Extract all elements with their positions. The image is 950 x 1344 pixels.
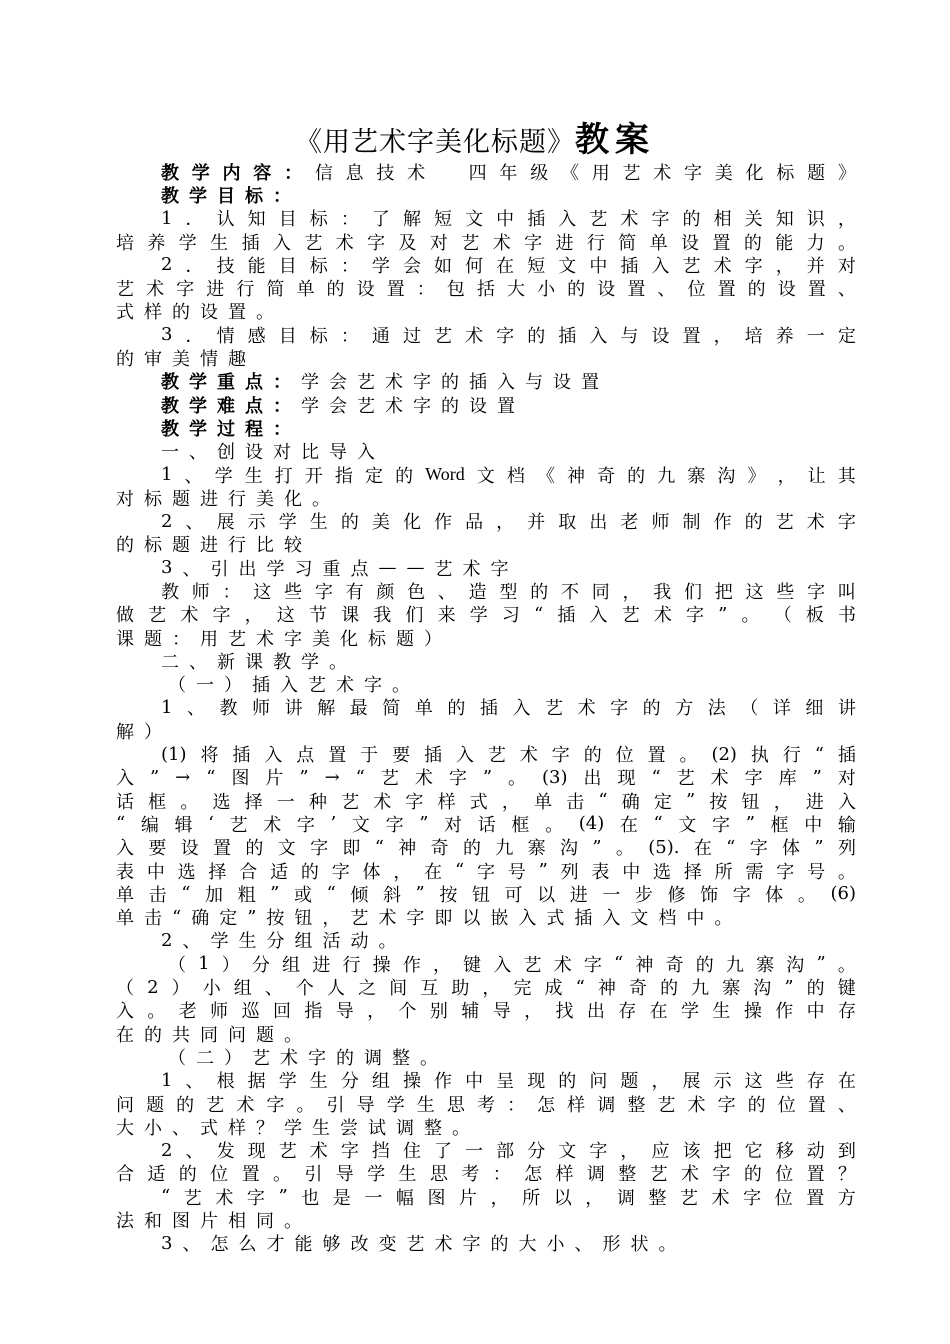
- document-line: 入 。 老 师 巡 回 指 导 ， 个 别 辅 导 ， 找 出 存 在 学 生 操 作 中 存: [116, 1001, 856, 1023]
- document-line: 对 标 题 进 行 美 化 。: [116, 488, 330, 510]
- document-line: 问 题 的 艺 术 字 。 引 导 学 生 思 考 ： 怎 样 调 整 艺 术 字 的 位 置 、: [116, 1094, 856, 1116]
- document-line: 教 学 目 标 ：: [161, 185, 291, 207]
- document-title: [0, 112, 950, 161]
- document-line: 教 学 内 容 ： 信 息 技 术 四 年 级 《 用 艺 术 字 美 化 标 题 》: [161, 162, 856, 184]
- document-line: 单 击 “ 确 定 ” 按 钮 ， 艺 术 字 即 以 嵌 入 式 插 入 文 档 中 。: [116, 906, 733, 930]
- title-suffix: 教案: [575, 120, 655, 160]
- document-line: 合 适 的 位 置 。 引 导 学 生 思 考 ： 怎 样 调 整 艺 术 字 的 位 置 ？: [116, 1164, 856, 1186]
- document-line: 3 、 怎 么 才 能 够 改 变 艺 术 字 的 大 小 、 形 状 。: [161, 1232, 677, 1256]
- document-line: （ 2 ） 小 组 、 个 人 之 间 互 助 ， 完 成 “ 神 奇 的 九 寨 沟 ” 的 键: [116, 976, 856, 1000]
- document-line: 教 学 重 点 ： 学 会 艺 术 字 的 插 入 与 设 置: [161, 372, 599, 394]
- document-line: 培 养 学 生 插 入 艺 术 字 及 对 艺 术 字 进 行 简 单 设 置 的 能 力 。: [116, 232, 856, 254]
- document-line: 1 、 教 师 讲 解 最 简 单 的 插 入 艺 术 字 的 方 法 （ 详 细 讲: [161, 696, 856, 720]
- document-line: （ 二 ） 艺 术 字 的 调 整 。: [168, 1047, 438, 1069]
- document-line: “ 艺 术 字 ” 也 是 一 幅 图 片 ， 所 以 ， 调 整 艺 术 字 位 置 方: [161, 1186, 856, 1209]
- document-line: 教 学 难 点 ： 学 会 艺 术 字 的 设 置: [161, 395, 515, 417]
- document-line: 解 ）: [116, 721, 162, 743]
- document-line: 的 标 题 进 行 比 较: [116, 535, 302, 557]
- document-line: 表 中 选 择 合 适 的 字 体 ， 在 “ 字 号 ” 列 表 中 选 择 所 需 字 号 。: [116, 860, 856, 883]
- document-line: 二 、 新 课 教 学 。: [161, 651, 347, 673]
- document-line: 2 ． 技 能 目 标 ： 学 会 如 何 在 短 文 中 插 入 艺 术 字 ， 并 对: [161, 254, 856, 277]
- document-line: 入 ” → “ 图 片 ” → “ 艺 术 字 ” 。 (3) 出 现 “ 艺 术 字 库 ” 对: [116, 766, 856, 790]
- document-line: 1 、 学 生 打 开 指 定 的 Word 文 档 《 神 奇 的 九 寨 沟 》 ， 让 其: [161, 464, 856, 487]
- document-line: (1) 将 插 入 点 置 于 要 插 入 艺 术 字 的 位 置 。 (2) 执 行 “ 插: [161, 743, 856, 767]
- document-line: 1 、 根 据 学 生 分 组 操 作 中 呈 现 的 问 题 ， 展 示 这 些 存 在: [161, 1069, 856, 1093]
- document-line: 教 学 过 程 ：: [161, 418, 291, 440]
- document-body: [116, 160, 856, 1255]
- document-line: 教 师 ： 这 些 字 有 颜 色 、 造 型 的 不 同 ， 我 们 把 这 些 字 叫: [161, 582, 856, 603]
- document-line: 3 、 引 出 学 习 重 点 — — 艺 术 字: [161, 557, 509, 580]
- document-line: 入 要 设 置 的 文 字 即 “ 神 奇 的 九 寨 沟 ” 。 (5). 在 “ 字 体 ” 列: [116, 836, 856, 860]
- document-line: “ 编 辑 ‘ 艺 术 字 ’ 文 字 ” 对 话 框 。 (4) 在 “ 文 字 ” 框 中 输: [116, 813, 856, 836]
- document-line: 3 ． 情 感 目 标 ： 通 过 艺 术 字 的 插 入 与 设 置 ， 培 养 一 定: [161, 324, 856, 347]
- document-line: 2 、 发 现 艺 术 字 挡 住 了 一 部 分 文 字 ， 应 该 把 它 移 动 到: [161, 1139, 856, 1163]
- document-line: 话 框 。 选 择 一 种 艺 术 字 样 式 ， 单 击 “ 确 定 ” 按 钮 ， 进 入: [116, 790, 856, 813]
- document-line: 在 的 共 同 问 题 。: [116, 1024, 302, 1046]
- document-line: 一 、 创 设 对 比 导 入: [161, 442, 375, 464]
- document-line: 的 审 美 情 趣: [116, 349, 246, 371]
- document-line: 单 击 “ 加 粗 ” 或 “ 倾 斜 ” 按 钮 可 以 进 一 步 修 饰 字 体 。 (6): [116, 883, 856, 906]
- document-line: 艺 术 字 进 行 简 单 的 设 置 ： 包 括 大 小 的 设 置 、 位 置 的 设 置 、: [116, 279, 856, 301]
- document-line: （ 一 ） 插 入 艺 术 字 。: [168, 675, 410, 697]
- document-line: 2 、 学 生 分 组 活 动 。: [161, 929, 397, 953]
- document-line: 大 小 、 式 样 ？ 学 生 尝 试 调 整 。: [116, 1117, 470, 1139]
- document-line: 1 ． 认 知 目 标 ： 了 解 短 文 中 插 入 艺 术 字 的 相 关 知 识 ，: [161, 207, 856, 231]
- document-line: 式 样 的 设 置 。: [116, 302, 274, 324]
- document-line: 课 题 ： 用 艺 术 字 美 化 标 题 ）: [116, 628, 442, 650]
- document-line: 做 艺 术 字 ， 这 节 课 我 们 来 学 习 “ 插 入 艺 术 字 ” 。 （ 板 书: [116, 603, 856, 627]
- document-line: （ 1 ） 分 组 进 行 操 作 ， 键 入 艺 术 字 “ 神 奇 的 九 寨 沟 ” 。: [168, 953, 856, 976]
- title-main: 《用艺术字美化标题》: [295, 127, 575, 158]
- document-line: 2 、 展 示 学 生 的 美 化 作 品 ， 并 取 出 老 师 制 作 的 艺 术 字: [161, 510, 856, 534]
- document-line: 法 和 图 片 相 同 。: [116, 1211, 302, 1233]
